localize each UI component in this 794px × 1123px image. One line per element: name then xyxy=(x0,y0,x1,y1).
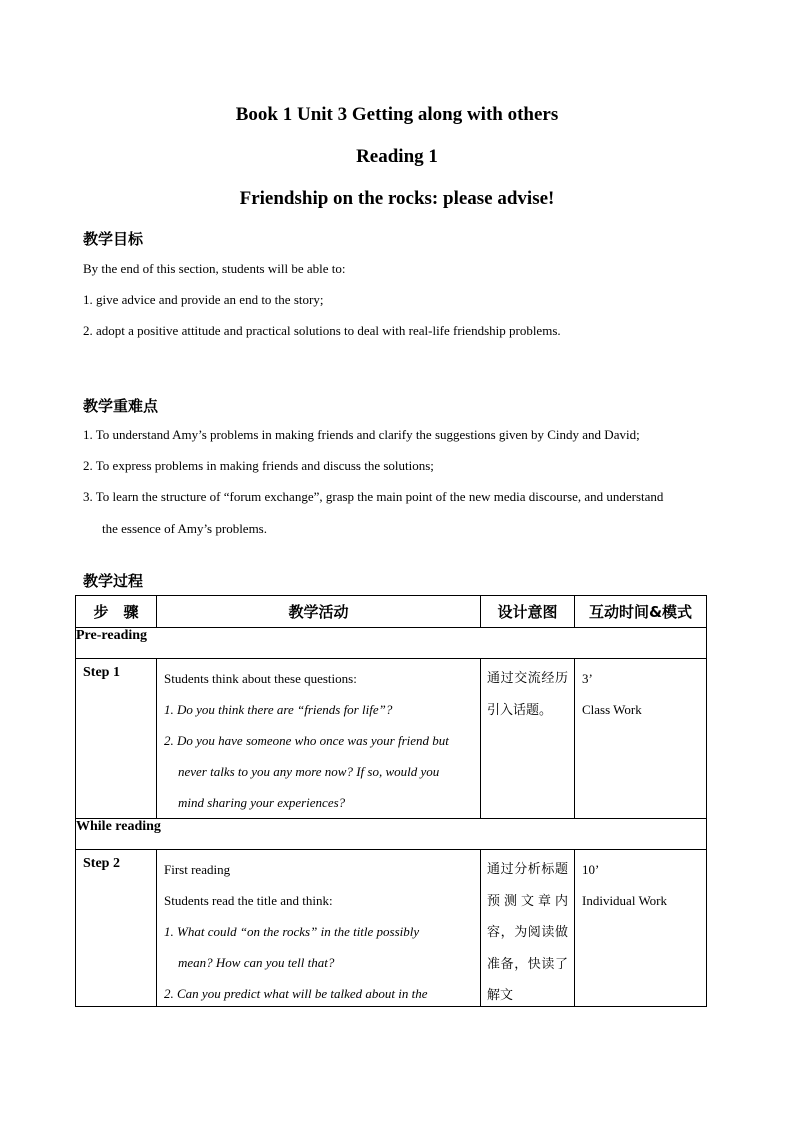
key-point-item: 2. To express problems in making friends and discuss the solutions; xyxy=(83,458,434,473)
activity-intro: Students think about these questions: xyxy=(164,671,357,686)
design-intent-cell xyxy=(481,850,575,1007)
objectives-intro: By the end of this section, students will be able to: xyxy=(83,261,346,276)
header-step: 步 骤 xyxy=(76,596,157,628)
design-intent: 通过交流经历引入话题。 xyxy=(481,659,575,819)
lesson-title: Friendship on the rocks: please advise! xyxy=(239,188,555,209)
section-row-pre-reading xyxy=(76,628,707,659)
step-label: Step 1 xyxy=(76,659,157,819)
key-points-heading: 教学重难点 xyxy=(83,397,159,415)
activity-question: 1. Do you think there are “friends for life”? xyxy=(164,702,393,717)
mode-value: Class Work xyxy=(582,702,642,717)
design-intent: 通过分析标题预测文章内容，为阅读做准备，快读了解文 xyxy=(487,862,568,1003)
activity-question-continued: mean? How can you tell that? xyxy=(178,955,335,970)
section-row-while-reading xyxy=(76,819,707,850)
key-point-item: 3. To learn the structure of “forum exchange”, grasp the main point of the new media discourse, and understand xyxy=(83,489,664,504)
document-title: Book 1 Unit 3 Getting along with others xyxy=(235,104,559,125)
activity-intro: First reading xyxy=(164,862,231,877)
lesson-process-table xyxy=(75,595,707,1007)
time-value: 3’ xyxy=(582,671,593,686)
table-row xyxy=(76,850,707,1007)
objective-item: 2. adopt a positive attitude and practical solutions to deal with real-life friendship problems. xyxy=(83,323,561,338)
objective-item: 1. give advice and provide an end to the story; xyxy=(83,292,324,307)
objectives-heading: 教学目标 xyxy=(83,230,144,248)
activity-question-continued: mind sharing your experiences? xyxy=(178,795,346,810)
activity-question: 2. Do you have someone who once was your friend but xyxy=(164,733,449,748)
step-label: Step 2 xyxy=(76,850,157,1007)
activity-intro: Students read the title and think: xyxy=(164,893,333,908)
section-label: While reading xyxy=(76,819,707,850)
process-heading: 教学过程 xyxy=(83,572,144,590)
key-point-item-continued: the essence of Amy’s problems. xyxy=(102,521,267,536)
activity-cell xyxy=(157,850,481,1007)
document-subtitle: Reading 1 xyxy=(356,146,438,167)
section-label: Pre-reading xyxy=(76,628,707,659)
key-point-item: 1. To understand Amy’s problems in making friends and clarify the suggestions given by Cindy and David; xyxy=(83,427,640,442)
time-mode-cell xyxy=(575,850,707,1007)
header-design: 设计意图 xyxy=(481,596,575,628)
table-header-row xyxy=(76,596,707,628)
mode-value: Individual Work xyxy=(582,893,668,908)
header-time-mode: 互动时间&模式 xyxy=(575,596,707,628)
activity-question: 1. What could “on the rocks” in the title possibly xyxy=(164,924,420,939)
time-value: 10’ xyxy=(582,862,600,877)
time-mode-cell xyxy=(575,659,707,819)
header-activity: 教学活动 xyxy=(157,596,481,628)
activity-cell xyxy=(157,659,481,819)
activity-question: 2. Can you predict what will be talked about in the xyxy=(164,986,428,1001)
activity-question-continued: never talks to you any more now? If so, would you xyxy=(178,764,440,779)
table-row xyxy=(76,659,707,819)
